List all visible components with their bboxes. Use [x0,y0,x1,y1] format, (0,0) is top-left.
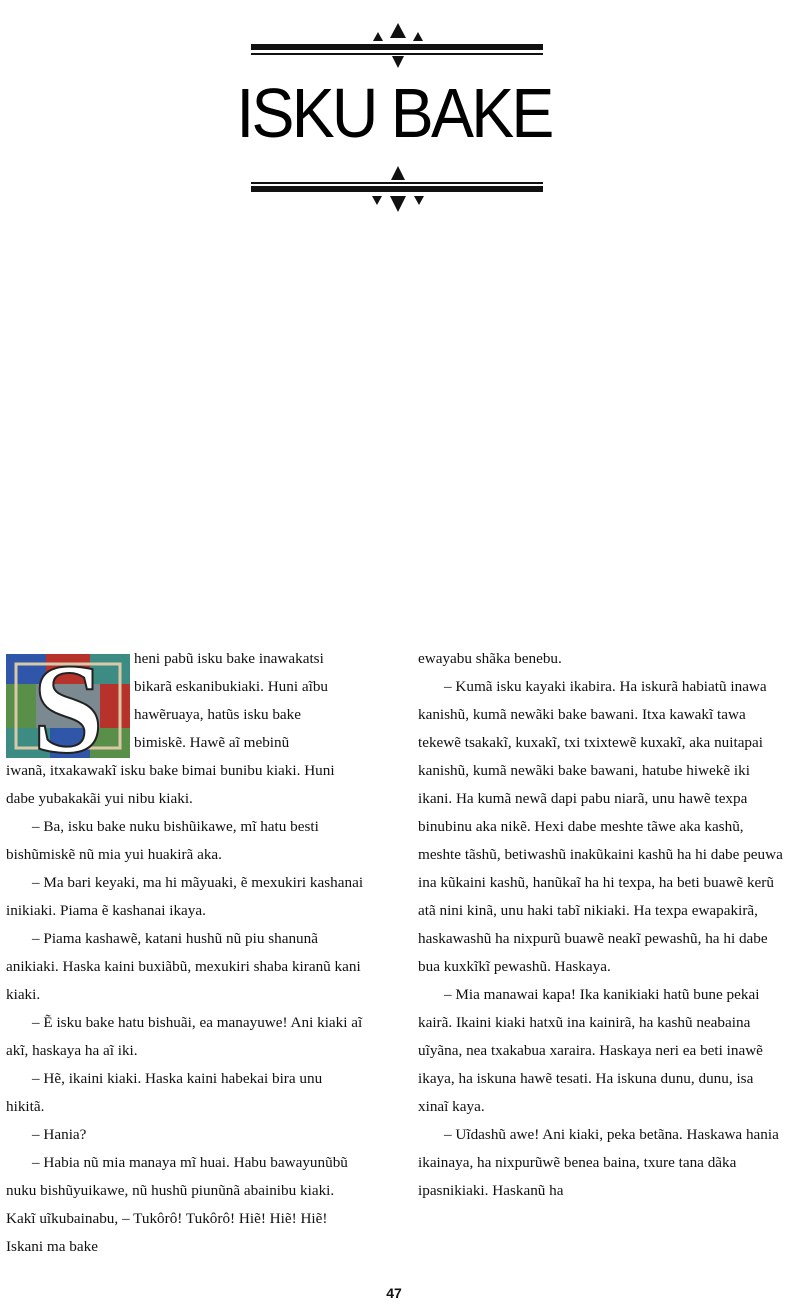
bottom-rule-thin [251,182,543,184]
bottom-rule [251,186,543,192]
paragraph: iwanã, itxakawakĩ isku bake bimai bunibu kiaki. Huni dabe yubakakãi yui nibu kiaki. [6,762,335,807]
paragraph: – Hẽ, ikaini kiaki. Haska kaini habekai bira unu hikitã. [6,1070,323,1115]
triangle-icon [390,23,406,38]
inverted-triangle-icon [392,56,404,68]
lead-line: bimiskẽ. Hawẽ aĩ mebinũ [134,734,290,751]
inverted-triangle-icon [390,196,406,212]
paragraph: – Kumã isku kayaki ikabira. Ha iskurã habiatũ inawa kanishũ, kumã newãki bake bawani. Itxa kawakĩ tawa tekewẽ tsakakĩ, kuxakĩ, txi txixtewẽ kuxakĩ, aka nuitapai kanishũ, kumã newãki bake bawani, hatube hiwekẽ iki ikani. Ha kumã newã dapi pabu niarã, unu hawẽ texpa binubinu aka nikẽ. Hexi dabe meshte tãwe aka kashũ, meshte tãshũ, betiwashũ inakũkaini kashũ ha hi dabe peuwa ina kũkaini kashũ, hanũkaĩ ha hi texpa, ha beti buawẽ kerũ atã nini kinã, unu haki tabĩ nikiaki. Ha texpa ewapakirã, haskawashũ ha nixpurũ buawẽ neakĩ pewashũ, ha hi dabe bua kuxkĩkĩ pewashũ. Haskaya. [418,678,783,975]
top-rule-thin [251,53,543,55]
paragraph: – Ma bari keyaki, ma hi mãyuaki, ẽ mexukiri kashanai inikiaki. Piama ẽ kashanai ikaya. [6,874,364,919]
drop-cap-letter: S [32,654,104,758]
paragraph: – Piama kashawẽ, katani hushũ nũ piu shanunã anikiaki. Haska kaini buxiãbũ, mexukiri shaba kiranũ kani kiaki. [6,930,361,1003]
paragraph: – Hania? [32,1126,87,1143]
right-column [418,645,784,1205]
page-number: 47 [386,1285,402,1301]
page-title: ISKU BAKE [236,74,552,152]
paragraph: – Habia nũ mia manaya mĩ huai. Habu bawayunũbũ nuku bishũyuikawe, nũ hushũ piunũnã abainibu kiaki. Kakĩ uĩkubainabu, – Tukôrô! Tukôrô! Hiẽ! Hiẽ! Hiẽ! Iskani ma bake [6,1154,348,1255]
paragraph: – Mia manawai kapa! Ika kanikiaki hatũ bune pekai kairã. Ikaini kiaki hatxũ ina kainirã, ha kashũ neabaina uĩyãna, nea txakabua xaraira. Haskaya neri ea beti inawẽ ikaya, ha iskuna hawẽ tesati. Ha iskuna dunu, dunu, isa xinaĩ kaya. [418,986,763,1115]
paragraph: – Ba, isku bake nuku bishũikawe, mĩ hatu besti bishũmiskẽ nũ mia yui huakirã aka. [6,818,319,863]
paragraph: – Uĩdashũ awe! Ani kiaki, peka betãna. Haskawa hania ikainaya, ha nixpurũwẽ benea baina, txure tana dãka ipasnikiaki. Haskanũ ha [418,1126,779,1199]
top-rule [251,44,543,50]
lead-line: bikarã eskanibukiaki. Huni aĩbu [134,678,329,695]
triangle-icon [373,32,383,41]
lead-line: heni pabũ isku bake inawakatsi [134,650,324,667]
paragraph: ewayabu shãka benebu. [418,650,562,667]
left-column [6,645,364,1261]
inverted-triangle-icon [372,196,382,205]
triangle-icon [413,32,423,41]
paragraph: – Ẽ isku bake hatu bishuãi, ea manayuwe! Ani kiaki aĩ akĩ, haskaya ha aĩ iki. [6,1014,363,1059]
triangle-icon [391,166,405,180]
lead-line: hawẽruaya, hatũs isku bake [134,706,302,723]
inverted-triangle-icon [414,196,424,205]
